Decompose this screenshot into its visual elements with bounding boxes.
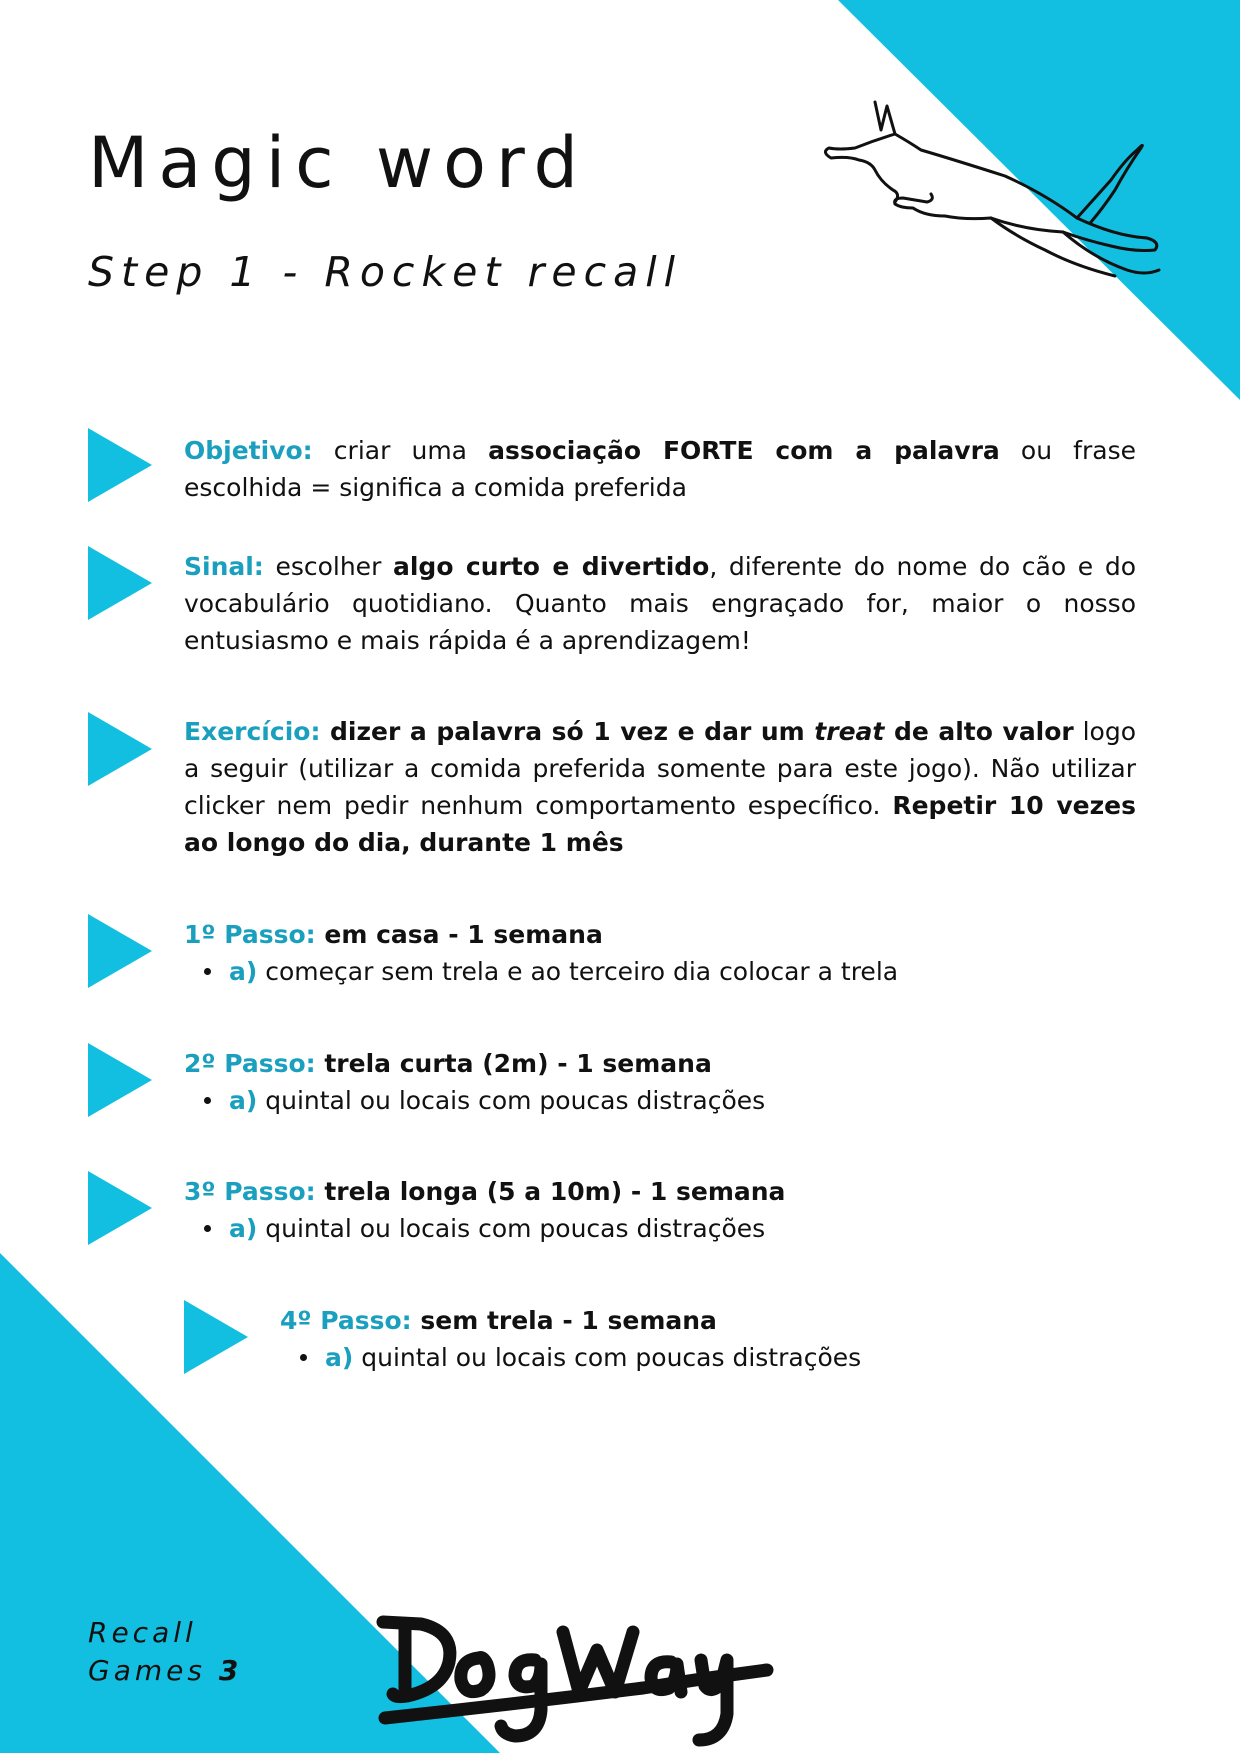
item-label: Objetivo:	[184, 436, 313, 465]
item-label: Sinal:	[184, 552, 264, 581]
bullet-dot-icon	[204, 968, 211, 975]
step-heading: 1º Passo: em casa - 1 semana	[184, 920, 603, 949]
item-text: Objetivo: criar uma associação FORTE com a palavra ou frase escolhida = significa a comida preferida	[184, 436, 1136, 502]
page-number: 3	[218, 1654, 243, 1687]
play-triangle-icon	[88, 914, 152, 988]
step-subitem: a) quintal ou locais com poucas distrações	[204, 1082, 765, 1119]
page-title: Magic word	[88, 122, 588, 204]
play-triangle-icon	[88, 1043, 152, 1117]
play-triangle-icon	[88, 712, 152, 786]
step-subitem: a) começar sem trela e ao terceiro dia colocar a trela	[204, 953, 898, 990]
play-triangle-icon	[88, 1171, 152, 1245]
item-label: Exercício:	[184, 717, 321, 746]
step-heading: 4º Passo: sem trela - 1 semana	[280, 1306, 717, 1335]
footer-caption	[88, 1614, 242, 1690]
play-triangle-icon	[184, 1300, 248, 1374]
footer-line-1: Recall	[88, 1616, 197, 1649]
step-heading: 2º Passo: trela curta (2m) - 1 semana	[184, 1049, 712, 1078]
item-text: Exercício: dizer a palavra só 1 vez e dar um treat de alto valor logo a seguir (utilizar a comida preferida somente para este jogo). Não utilizar clicker nem pedir nenhum comportamento específico. Repetir 10 vezes ao longo do dia, durante 1 mês	[184, 717, 1136, 857]
play-triangle-icon	[88, 428, 152, 502]
bullet-dot-icon	[204, 1225, 211, 1232]
step-subitem: a) quintal ou locais com poucas distrações	[204, 1210, 765, 1247]
step-heading: 3º Passo: trela longa (5 a 10m) - 1 semana	[184, 1177, 786, 1206]
play-triangle-icon	[88, 546, 152, 620]
step-subitem: a) quintal ou locais com poucas distrações	[300, 1339, 861, 1376]
footer-line-2: Games 3	[88, 1654, 243, 1687]
dogway-logo	[375, 1610, 775, 1753]
bullet-dot-icon	[300, 1354, 307, 1361]
page-subtitle: Step 1 - Rocket recall	[88, 248, 683, 296]
bullet-dot-icon	[204, 1097, 211, 1104]
jumping-dog-icon	[815, 90, 1175, 290]
item-text: Sinal: escolher algo curto e divertido, diferente do nome do cão e do vocabulário quotidiano. Quanto mais engraçado for, maior o nosso entusiasmo e mais rápida é a aprendizagem!	[184, 552, 1136, 655]
